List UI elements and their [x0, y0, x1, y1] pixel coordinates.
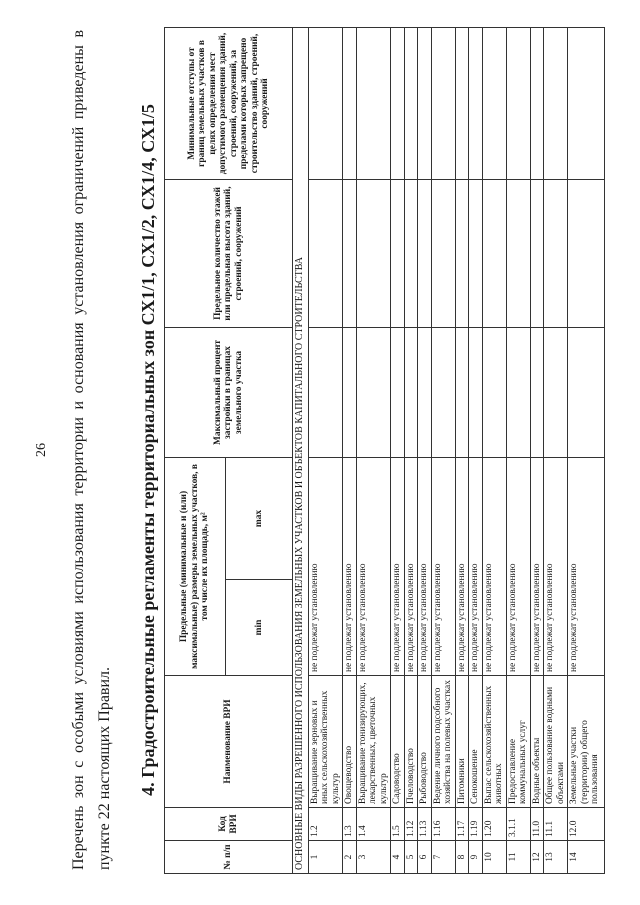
row-code: 1.4: [356, 808, 391, 841]
row-percent: [544, 328, 568, 458]
row-setbacks: [530, 28, 544, 180]
row-percent: [530, 328, 544, 458]
row-floors: [455, 180, 469, 328]
row-floors: [343, 180, 357, 328]
row-floors: [568, 180, 605, 328]
row-setbacks: [506, 28, 530, 180]
row-setbacks: [431, 28, 455, 180]
row-code: 1.12: [404, 808, 418, 841]
row-code: 11.1: [544, 808, 568, 841]
row-setbacks: [356, 28, 391, 180]
table-row: [391, 28, 405, 874]
header-sizes: Предельные (минимальные и (или) максимальные) размеры земельных участков, в том числе их площадь, м²: [165, 458, 226, 676]
row-percent: [343, 328, 357, 458]
row-code: 1.19: [469, 808, 483, 841]
row-percent: [308, 328, 343, 458]
header-setbacks: Минимальные отступы от границ земельных участков в целях определения мест допустимого размещения зданий, строений, сооружений, за пределами которых запрещено строительство зданий, строений, сооружений: [165, 28, 293, 180]
row-floors: [308, 180, 343, 328]
row-name: Ведение личного подсобного хозяйства на полевых участках: [431, 676, 455, 808]
header-num: № п/п: [165, 841, 293, 874]
row-floors: [469, 180, 483, 328]
table-row: [530, 28, 544, 874]
row-name: Овощеводство: [343, 676, 357, 808]
row-name: Предоставление коммунальных услуг: [506, 676, 530, 808]
row-percent: [391, 328, 405, 458]
row-code: 1.20: [482, 808, 506, 841]
header-name: Наименование ВРИ: [165, 676, 293, 808]
regulations-table: [164, 27, 605, 874]
table-row: [469, 28, 483, 874]
row-value: не подлежат установлению: [404, 458, 418, 676]
group-row: [293, 28, 309, 874]
row-code: 1.13: [418, 808, 432, 841]
row-setbacks: [568, 28, 605, 180]
table-row: [506, 28, 530, 874]
row-name: Выпас сельскохозяйственных животных: [482, 676, 506, 808]
row-num: 6: [418, 841, 432, 874]
table-row: [431, 28, 455, 874]
table-row: [404, 28, 418, 874]
row-setbacks: [455, 28, 469, 180]
row-name: Земельные участки (территории) общего пользования: [568, 676, 605, 808]
table-row: [343, 28, 357, 874]
row-setbacks: [343, 28, 357, 180]
table-row: [568, 28, 605, 874]
row-setbacks: [391, 28, 405, 180]
row-num: 13: [544, 841, 568, 874]
header-percent: Максимальный процент застройки в границах земельного участка: [165, 328, 293, 458]
row-num: 14: [568, 841, 605, 874]
row-num: 3: [356, 841, 391, 874]
row-name: Выращивание тонизирующих, лекарственных, цветочных культур: [356, 676, 391, 808]
row-setbacks: [544, 28, 568, 180]
row-num: 7: [431, 841, 455, 874]
row-setbacks: [469, 28, 483, 180]
row-percent: [356, 328, 391, 458]
row-setbacks: [308, 28, 343, 180]
row-percent: [506, 328, 530, 458]
row-floors: [356, 180, 391, 328]
row-num: 12: [530, 841, 544, 874]
row-code: 11.0: [530, 808, 544, 841]
row-percent: [404, 328, 418, 458]
row-code: 1.16: [431, 808, 455, 841]
table-row: [544, 28, 568, 874]
row-floors: [482, 180, 506, 328]
row-num: 5: [404, 841, 418, 874]
row-num: 10: [482, 841, 506, 874]
row-code: 12.0: [568, 808, 605, 841]
row-num: 2: [343, 841, 357, 874]
table-row: [482, 28, 506, 874]
header-max: max: [226, 458, 293, 580]
table-row: [308, 28, 343, 874]
row-percent: [418, 328, 432, 458]
group-title: ОСНОВНЫЕ ВИДЫ РАЗРЕШЕННОГО ИСПОЛЬЗОВАНИЯ ЗЕМЕЛЬНЫХ УЧАСТКОВ И ОБЪЕКТОВ КАПИТАЛЬНОГО СТРОИТЕЛЬСТВА: [293, 28, 309, 874]
row-floors: [431, 180, 455, 328]
row-floors: [391, 180, 405, 328]
row-code: 1.5: [391, 808, 405, 841]
row-num: 8: [455, 841, 469, 874]
table-row: [418, 28, 432, 874]
row-percent: [469, 328, 483, 458]
row-name: Питомники: [455, 676, 469, 808]
row-code: 1.2: [308, 808, 343, 841]
row-value: не подлежат установлению: [356, 458, 391, 676]
row-floors: [530, 180, 544, 328]
row-code: 1.3: [343, 808, 357, 841]
table-row: [455, 28, 469, 874]
row-setbacks: [404, 28, 418, 180]
row-code: 1.17: [455, 808, 469, 841]
row-floors: [404, 180, 418, 328]
table-body: [293, 28, 605, 874]
row-value: не подлежат установлению: [455, 458, 469, 676]
row-value: не подлежат установлению: [530, 458, 544, 676]
row-value: не подлежат установлению: [469, 458, 483, 676]
row-name: Водные объекты: [530, 676, 544, 808]
row-floors: [544, 180, 568, 328]
row-percent: [431, 328, 455, 458]
row-value: не подлежат установлению: [544, 458, 568, 676]
row-percent: [455, 328, 469, 458]
row-name: Пчеловодство: [404, 676, 418, 808]
row-value: не подлежат установлению: [418, 458, 432, 676]
header-min: min: [226, 580, 293, 676]
row-setbacks: [482, 28, 506, 180]
row-name: Рыбоводство: [418, 676, 432, 808]
row-value: не подлежат установлению: [343, 458, 357, 676]
row-value: не подлежат установлению: [308, 458, 343, 676]
row-name: Сенокошение: [469, 676, 483, 808]
row-num: 1: [308, 841, 343, 874]
row-value: не подлежат установлению: [568, 458, 605, 676]
row-name: Общее пользование водными объектами: [544, 676, 568, 808]
row-value: не подлежат установлению: [506, 458, 530, 676]
row-setbacks: [418, 28, 432, 180]
header-floors: Предельное количество этажей или предельная высота зданий, строений, сооружений: [165, 180, 293, 328]
row-percent: [568, 328, 605, 458]
row-value: не подлежат установлению: [482, 458, 506, 676]
row-floors: [506, 180, 530, 328]
header-code: Код ВРИ: [165, 808, 293, 841]
row-name: Садоводство: [391, 676, 405, 808]
document-page: [12, 10, 622, 890]
page-number: 26: [34, 443, 49, 457]
section-title: 4. Градостроительные регламенты территориальных зон СХ1/1, СХ1/2, СХ1/4, СХ1/5: [138, 104, 158, 796]
row-name: Выращивание зерновых и иных сельскохозяйственных культур: [308, 676, 343, 808]
row-code: 3.1.1: [506, 808, 530, 841]
row-value: не подлежат установлению: [431, 458, 455, 676]
row-num: 11: [506, 841, 530, 874]
row-value: не подлежат установлению: [391, 458, 405, 676]
row-percent: [482, 328, 506, 458]
table-header-row: [165, 28, 226, 874]
row-num: 9: [469, 841, 483, 874]
row-floors: [418, 180, 432, 328]
row-num: 4: [391, 841, 405, 874]
table-row: [356, 28, 391, 874]
intro-paragraph: Перечень зон с особыми условиями использования территории и основания установления ограничений приведены в пункте 22 настоящих Правил.: [70, 30, 113, 870]
